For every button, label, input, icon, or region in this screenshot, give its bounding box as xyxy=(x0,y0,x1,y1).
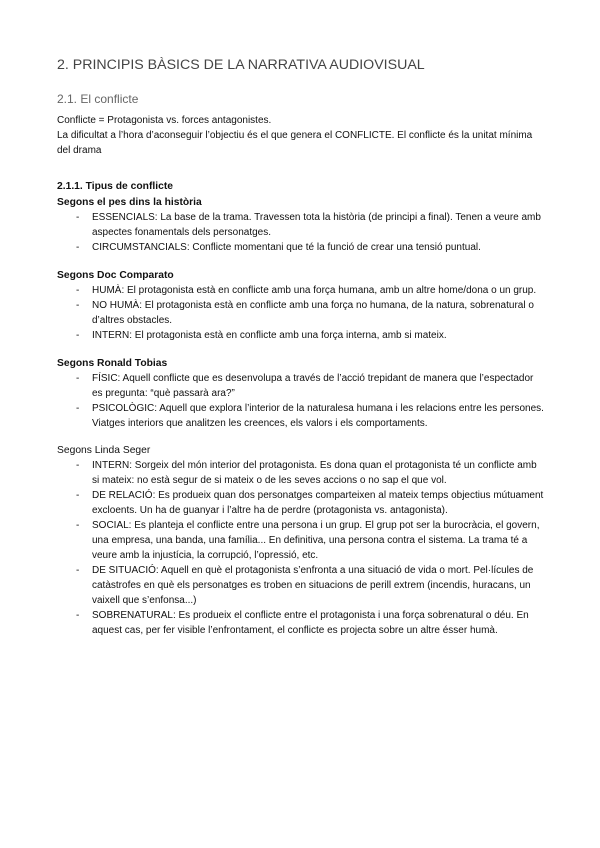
intro-line: Conflicte = Protagonista vs. forces antagonistes. xyxy=(57,115,272,126)
bullet-list xyxy=(57,371,545,431)
list-item: - PSICOLÒGIC: Aquell que explora l’interior de la naturalesa humana i les relacions entre les persones. Viatges interiors que analitzen les creences, els valors i els comportaments. xyxy=(57,401,545,431)
list-item: - HUMÀ: El protagonista està en conflicte amb una força humana, amb un altre home/dona o un grup. xyxy=(57,283,545,298)
list-item: - ESSENCIALS: La base de la trama. Travessen tota la història (de principi a final). Tenen a veure amb aspectes fonamentals dels personatges. xyxy=(57,210,545,240)
group-title: Segons Ronald Tobias xyxy=(57,358,168,369)
list-item: - INTERN: Sorgeix del món interior del protagonista. Es dona quan el protagonista té un conflicte amb si mateix: no està segur de si mateix o de les seves accions o no sap el que vol. xyxy=(57,458,545,488)
section-subheading: 2.1. El conflicte xyxy=(57,92,139,106)
group-title: Segons Doc Comparato xyxy=(57,270,174,281)
group-title: Segons Linda Seger xyxy=(57,445,151,456)
list-item: - INTERN: El protagonista està en conflicte amb una força interna, amb si mateix. xyxy=(57,328,545,343)
list-item: - SOCIAL: Es planteja el conflicte entre una persona i un grup. El grup pot ser la burocràcia, el govern, una empresa, una banda, una família... En definitiva, una persona contra el sistema. La trama té a veure amb la injustícia, la corrupció, l’opressió, etc. xyxy=(57,518,545,563)
intro-line: La dificultat a l’hora d’aconseguir l’objectiu és el que genera el CONFLICTE. El conflicte és la unitat mínima del drama xyxy=(57,130,533,156)
list-item: - DE RELACIÓ: Es produeix quan dos personatges comparteixen al mateix temps objectius mútuament excloents. Un ha de guanyar i l’altre ha de perdre (protagonista vs. antagonista). xyxy=(57,488,545,518)
bullet-list xyxy=(57,458,545,638)
section-title: 2.1.1. Tipus de conflicte xyxy=(57,181,173,192)
intro-paragraph xyxy=(57,113,545,158)
group-title: Segons el pes dins la història xyxy=(57,197,202,208)
list-item: - SOBRENATURAL: Es produeix el conflicte entre el protagonista i una força sobrenatural o déu. En aquest cas, per fer visible l’enfrontament, el conflicte es projecta sobre un altre ésser humà. xyxy=(57,608,545,638)
document-page xyxy=(57,56,545,638)
list-item: - NO HUMÀ: El protagonista està en conflicte amb una força no humana, de la natura, sobrenatural o d’altres obstacles. xyxy=(57,298,545,328)
list-item: - CIRCUMSTANCIALS: Conflicte momentani que té la funció de crear una tensió puntual. xyxy=(57,240,545,255)
bullet-list xyxy=(57,283,545,343)
list-item: - FÍSIC: Aquell conflicte que es desenvolupa a través de l’acció trepidant de manera que l’espectador es pregunta: “què passarà ara?” xyxy=(57,371,545,401)
list-item: - DE SITUACIÓ: Aquell en què el protagonista s’enfronta a una situació de vida o mort. Pel·lícules de catàstrofes en què els personatges es troben en situacions de perill extrem (incendis, huracans, un vaixell que s’enfonsa...) xyxy=(57,563,545,608)
bullet-list xyxy=(57,210,545,255)
page-heading: 2. PRINCIPIS BÀSICS DE LA NARRATIVA AUDIOVISUAL xyxy=(57,57,425,73)
